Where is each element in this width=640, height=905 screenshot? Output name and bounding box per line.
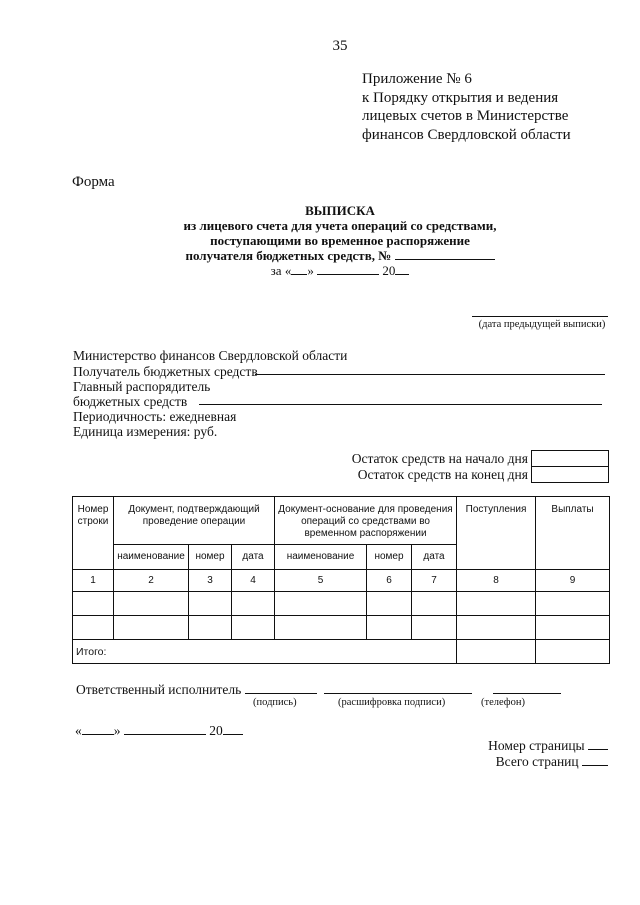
header-basis-name: наименование [275, 545, 367, 570]
header-basis-number: номер [367, 545, 412, 570]
manager-field[interactable] [199, 404, 602, 405]
prev-statement-caption: (дата предыдущей выписки) [478, 319, 606, 330]
header-doc-basis: Документ-основание для проведения операций со средствами во временном распоряжении [275, 497, 457, 545]
table-cell[interactable] [412, 592, 457, 616]
unit: Единица измерения: руб. [73, 424, 218, 439]
heading-line-3: получателя бюджетных средств, № [185, 248, 392, 263]
table-cell[interactable] [73, 616, 114, 640]
header-confirm-date: дата [232, 545, 275, 570]
manager-label-2: бюджетных средств [73, 394, 188, 409]
column-number: 2 [114, 570, 189, 592]
table-cell[interactable] [114, 592, 189, 616]
heading-line-1: из лицевого счета для учета операций со средствами, [183, 218, 497, 233]
signature-caption: (подпись) [253, 697, 297, 708]
phone-field[interactable] [493, 693, 561, 694]
heading-line-3-row [150, 248, 530, 263]
total-payments-cell[interactable] [536, 640, 610, 664]
table-cell[interactable] [232, 616, 275, 640]
table-cell[interactable] [536, 616, 610, 640]
appendix-line-2: к Порядку открытия и ведения [362, 89, 559, 106]
operations-table [72, 496, 610, 664]
periodicity: Периодичность: ежедневная [73, 409, 237, 424]
header-payments: Выплаты [536, 497, 610, 570]
page-number-label: Номер страницы [488, 738, 585, 753]
recipient-label: Получатель бюджетных средств [73, 364, 258, 379]
column-number: 4 [232, 570, 275, 592]
table-cell[interactable] [275, 616, 367, 640]
footer-year-field[interactable] [223, 734, 243, 735]
appendix-line-1: Приложение № 6 [362, 71, 472, 87]
prev-statement-date-field[interactable] [472, 316, 608, 317]
table-cell[interactable] [73, 592, 114, 616]
total-pages-field[interactable] [582, 765, 608, 766]
header-basis-date: дата [412, 545, 457, 570]
statement-heading [150, 203, 530, 278]
page-number-field[interactable] [588, 749, 608, 750]
table-cell[interactable] [457, 616, 536, 640]
appendix-block [362, 70, 622, 144]
decoding-caption: (расшифровка подписи) [338, 697, 446, 708]
date-mid: » [307, 263, 314, 278]
footer-month-field[interactable] [124, 734, 206, 735]
date-prefix: за « [270, 263, 292, 278]
balance-start-field[interactable] [531, 450, 609, 467]
column-number: 1 [73, 570, 114, 592]
footer-date-open: « [75, 723, 82, 738]
table-cell[interactable] [457, 592, 536, 616]
appendix-line-3: лицевых счетов в Министерстве [362, 108, 569, 124]
column-number: 5 [275, 570, 367, 592]
heading-line-2: поступающими во временное распоряжение [210, 233, 470, 248]
table-cell[interactable] [412, 616, 457, 640]
account-number-field[interactable] [395, 259, 495, 260]
header-confirm-number: номер [189, 545, 232, 570]
table-row [73, 616, 610, 640]
manager-label-1: Главный распорядитель [73, 379, 211, 394]
day-field[interactable] [291, 274, 307, 275]
ministry-name: Министерство финансов Свердловской области [73, 348, 348, 363]
table-cell[interactable] [114, 616, 189, 640]
footer-day-field[interactable] [82, 734, 114, 735]
year-field[interactable] [395, 274, 409, 275]
signature-field[interactable] [245, 693, 317, 694]
date-year: 20 [382, 263, 396, 278]
total-row [73, 640, 610, 664]
table-cell[interactable] [367, 592, 412, 616]
appendix-line-4: финансов Свердловской области [362, 126, 571, 143]
table-cell[interactable] [536, 592, 610, 616]
table-cell[interactable] [367, 616, 412, 640]
column-number: 7 [412, 570, 457, 592]
header-doc-confirm: Документ, подтверждающий проведение операции [114, 497, 275, 545]
page-info [488, 738, 608, 770]
table-cell[interactable] [232, 592, 275, 616]
balance-end-label: Остаток средств на конец дня [357, 467, 528, 482]
total-pages-label: Всего страниц [495, 754, 579, 769]
header-receipts: Поступления [457, 497, 536, 570]
column-number: 6 [367, 570, 412, 592]
table-cell[interactable] [189, 592, 232, 616]
decoding-field[interactable] [324, 693, 472, 694]
table-cell[interactable] [275, 592, 367, 616]
responsible-label: Ответственный исполнитель [76, 682, 242, 697]
table-cell[interactable] [189, 616, 232, 640]
page-number: 35 [332, 38, 348, 54]
column-numbers-row [73, 570, 610, 592]
month-field[interactable] [317, 274, 379, 275]
footer-date-close: » [113, 723, 121, 738]
column-number: 8 [457, 570, 536, 592]
total-label: Итого: [73, 640, 457, 664]
table-row [73, 592, 610, 616]
heading-date-row [150, 263, 530, 278]
form-label: Форма [72, 174, 115, 190]
recipient-field[interactable] [255, 374, 605, 375]
footer-date-row [75, 723, 243, 739]
responsible-row [76, 682, 561, 698]
page-number-row [488, 738, 608, 754]
balance-end-field[interactable] [531, 466, 609, 483]
balance-start-label: Остаток средств на начало дня [351, 451, 528, 466]
header-row-number: Номер строки [73, 497, 114, 570]
phone-caption: (телефон) [481, 697, 525, 708]
footer-date-year: 20 [209, 723, 223, 738]
heading-title: ВЫПИСКА [305, 203, 375, 218]
column-number: 3 [189, 570, 232, 592]
total-receipts-cell[interactable] [457, 640, 536, 664]
column-number: 9 [536, 570, 610, 592]
total-pages-row [488, 754, 608, 770]
header-confirm-name: наименование [114, 545, 189, 570]
